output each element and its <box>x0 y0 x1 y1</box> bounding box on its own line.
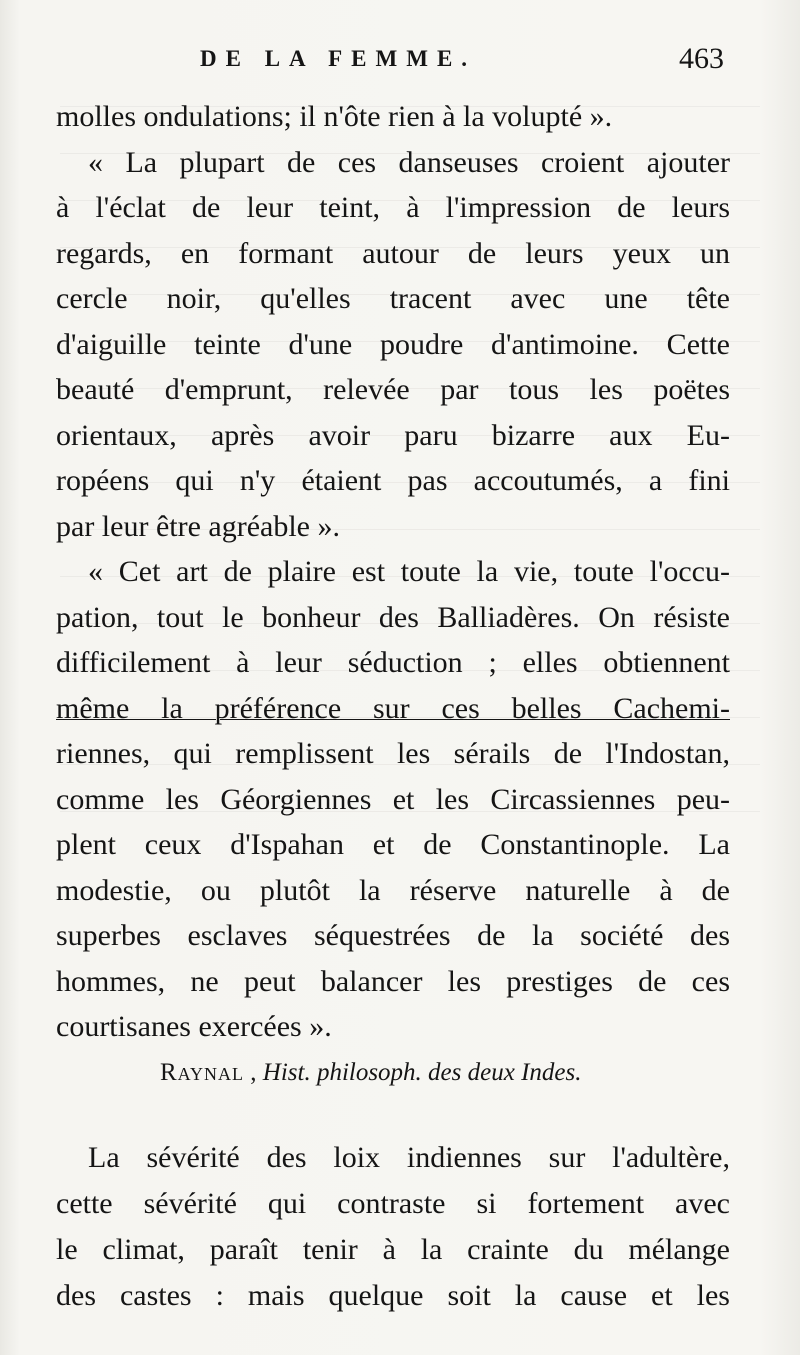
text-line: cercle noir, qu'elles tracent avec une tête <box>56 282 730 315</box>
text-line: pation, tout le bonheur des Balliadères. On résiste <box>56 600 730 634</box>
text-line: riennes, qui remplissent les sérails de l'Indostan, <box>56 737 730 770</box>
text-line: beauté d'emprunt, relevée par tous les poëtes <box>56 373 730 406</box>
text-line: difficilement à leur séduction ; elles obtiennent <box>56 646 730 679</box>
text-line: à l'éclat de leur teint, à l'impression de leurs <box>56 191 730 224</box>
citation-work: Hist. philosoph. des deux Indes. <box>262 1059 582 1086</box>
text-line: « La plupart de ces danseuses croient ajouter <box>88 145 730 179</box>
text-line: hommes, ne peut balancer les prestiges de ces <box>56 964 730 998</box>
text-line: regards, en formant autour de leurs yeux un <box>56 236 730 270</box>
citation-author: Raynal <box>160 1059 245 1086</box>
text-line: par leur être agréable ». <box>56 509 340 543</box>
text-line: courtisanes exercées ». <box>56 1010 332 1043</box>
text-line: d'aiguille teinte d'une poudre d'antimoine. Cette <box>56 327 730 361</box>
body-text <box>56 94 730 1050</box>
text-line: modestie, ou plutôt la réserve naturelle à de <box>56 873 730 907</box>
text-line: cette sévérité qui contraste si fortement avec <box>56 1187 730 1220</box>
body-text-continued <box>56 1135 730 1319</box>
text-line: même la préférence sur ces belles Cachemi- <box>56 691 730 725</box>
text-line: superbes esclaves séquestrées de la société des <box>56 919 730 952</box>
text-line: « Cet art de plaire est toute la vie, toute l'occu- <box>88 555 730 588</box>
text-line: molles ondulations; il n'ôte rien à la volupté ». <box>56 100 613 133</box>
text-line: plent ceux d'Ispahan et de Constantinople. La <box>56 828 730 861</box>
text-line: ropéens qui n'y étaient pas accoutumés, a fini <box>56 464 730 497</box>
page-number: 463 <box>679 42 724 75</box>
running-head <box>60 42 724 82</box>
text-line: comme les Géorgiennes et les Circassiennes peu- <box>56 782 730 816</box>
text-line: des castes : mais quelque soit la cause et les <box>56 1279 730 1312</box>
citation <box>160 1059 720 1087</box>
text-line: le climat, paraît tenir à la crainte du mélange <box>56 1233 730 1266</box>
text-line: La sévérité des loix indiennes sur l'adultère, <box>88 1141 730 1174</box>
citation-separator: , <box>244 1059 263 1086</box>
running-title: DE LA FEMME. <box>200 46 477 71</box>
text-line: orientaux, après avoir paru bizarre aux Eu- <box>56 418 730 452</box>
